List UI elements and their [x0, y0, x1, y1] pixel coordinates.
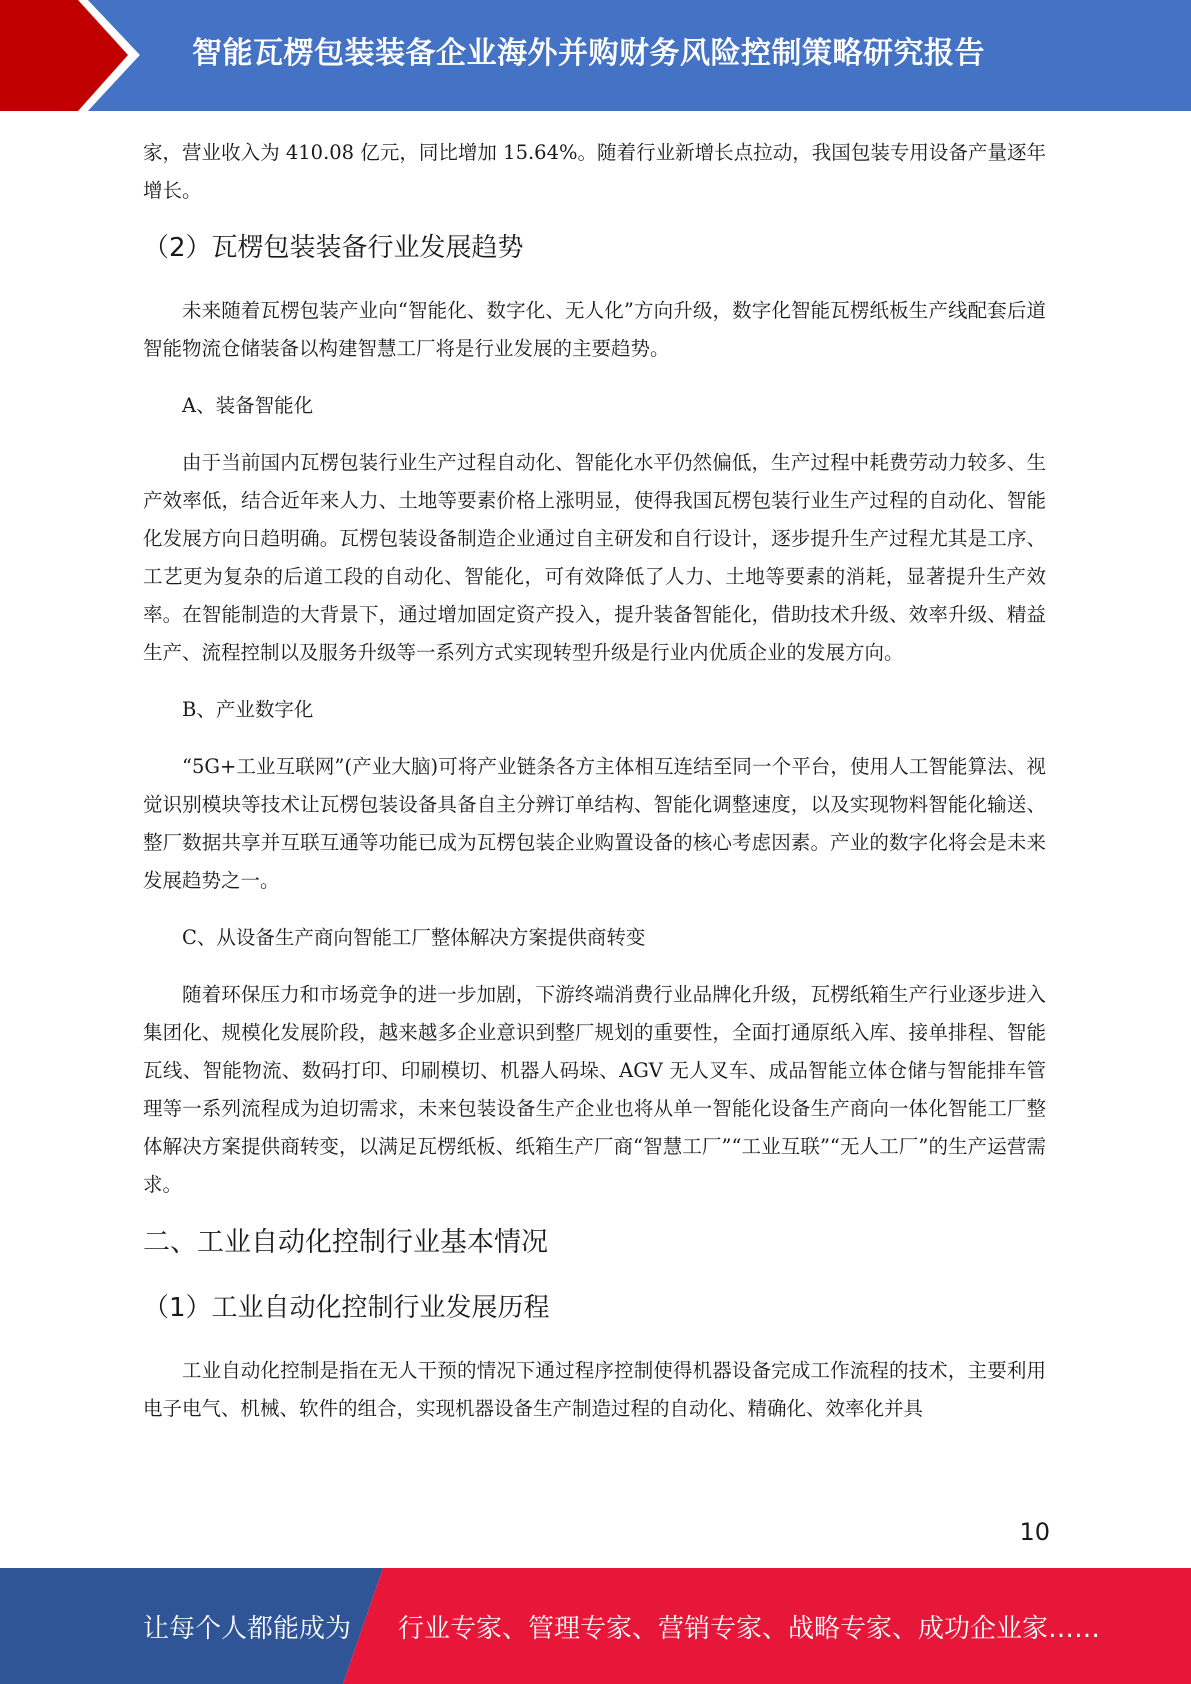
subheading-solution-provider: C、从设备生产商向智能工厂整体解决方案提供商转变: [182, 926, 646, 949]
header-chevron-decoration: [0, 0, 150, 111]
subheading-industry-digitalization: B、产业数字化: [182, 698, 314, 721]
page-footer: [0, 1568, 1191, 1684]
paragraph-continued: 家，营业收入为 410.08 亿元，同比增加 15.64%。随着行业新增长点拉动，我国包装专用设备产量逐年增长。: [143, 141, 1046, 202]
document-body: [143, 134, 1046, 1428]
page-number: 10: [1019, 1518, 1050, 1546]
paragraph-equipment-intelligence: 由于当前国内瓦楞包装行业生产过程自动化、智能化水平仍然偏低，生产过程中耗费劳动力较多、生产效率低，结合近年来人力、土地等要素价格上涨明显，使得我国瓦楞包装行业生产过程的自动化、智能化发展方向日趋明确。瓦楞包装设备制造企业通过自主研发和自行设计，逐步提升生产过程尤其是工序、工艺更为复杂的后道工段的自动化、智能化，可有效降低了人力、土地等要素的消耗，显著提升生产效率。在智能制造的大背景下，通过增加固定资产投入，提升装备智能化，借助技术升级、效率升级、精益生产、流程控制以及服务升级等一系列方式实现转型升级是行业内优质企业的发展方向。: [143, 451, 1046, 664]
page-header: [0, 0, 1191, 111]
heading-section-two: 二、工业自动化控制行业基本情况: [143, 1227, 548, 1258]
heading-development-history: （1）工业自动化控制行业发展历程: [143, 1293, 550, 1323]
footer-slogan-roles: 行业专家、管理专家、营销专家、战略专家、成功企业家……: [398, 1614, 1101, 1644]
paragraph-industry-digitalization: “5G+工业互联网”(产业大脑)可将产业链条各方主体相互连结至同一个平台，使用人工智能算法、视觉识别模块等技术让瓦楞包装设备具备自主分辨订单结构、智能化调整速度，以及实现物料智能化输送、整厂数据共享并互联互通等功能已成为瓦楞包装企业购置设备的核心考虑因素。产业的数字化将会是未来发展趋势之一。: [143, 755, 1046, 892]
heading-industry-trend: （2）瓦楞包装装备行业发展趋势: [143, 233, 524, 263]
subheading-equipment-intelligence: A、装备智能化: [182, 394, 314, 417]
paragraph-automation-definition: 工业自动化控制是指在无人干预的情况下通过程序控制使得机器设备完成工作流程的技术，主要利用电子电气、机械、软件的组合，实现机器设备生产制造过程的自动化、精确化、效率化并具: [143, 1359, 1046, 1420]
report-title: 智能瓦楞包装装备企业海外并购财务风险控制策略研究报告: [192, 36, 985, 71]
paragraph-trend-intro: 未来随着瓦楞包装产业向“智能化、数字化、无人化”方向升级，数字化智能瓦楞纸板生产线配套后道智能物流仓储装备以构建智慧工厂将是行业发展的主要趋势。: [143, 299, 1046, 360]
paragraph-solution-provider: 随着环保压力和市场竞争的进一步加剧，下游终端消费行业品牌化升级，瓦楞纸箱生产行业逐步进入集团化、规模化发展阶段，越来越多企业意识到整厂规划的重要性，全面打通原纸入库、接单排程、智能瓦线、智能物流、数码打印、印刷模切、机器人码垛、AGV 无人叉车、成品智能立体仓储与智能排车管理等一系列流程成为迫切需求，未来包装设备生产企业也将从单一智能化设备生产商向一体化智能工厂整体解决方案提供商转变，以满足瓦楞纸板、纸箱生产厂商“智慧工厂”“工业互联”“无人工厂”的生产运营需求。: [143, 983, 1046, 1196]
footer-slogan-lead: 让每个人都能成为: [143, 1614, 352, 1644]
